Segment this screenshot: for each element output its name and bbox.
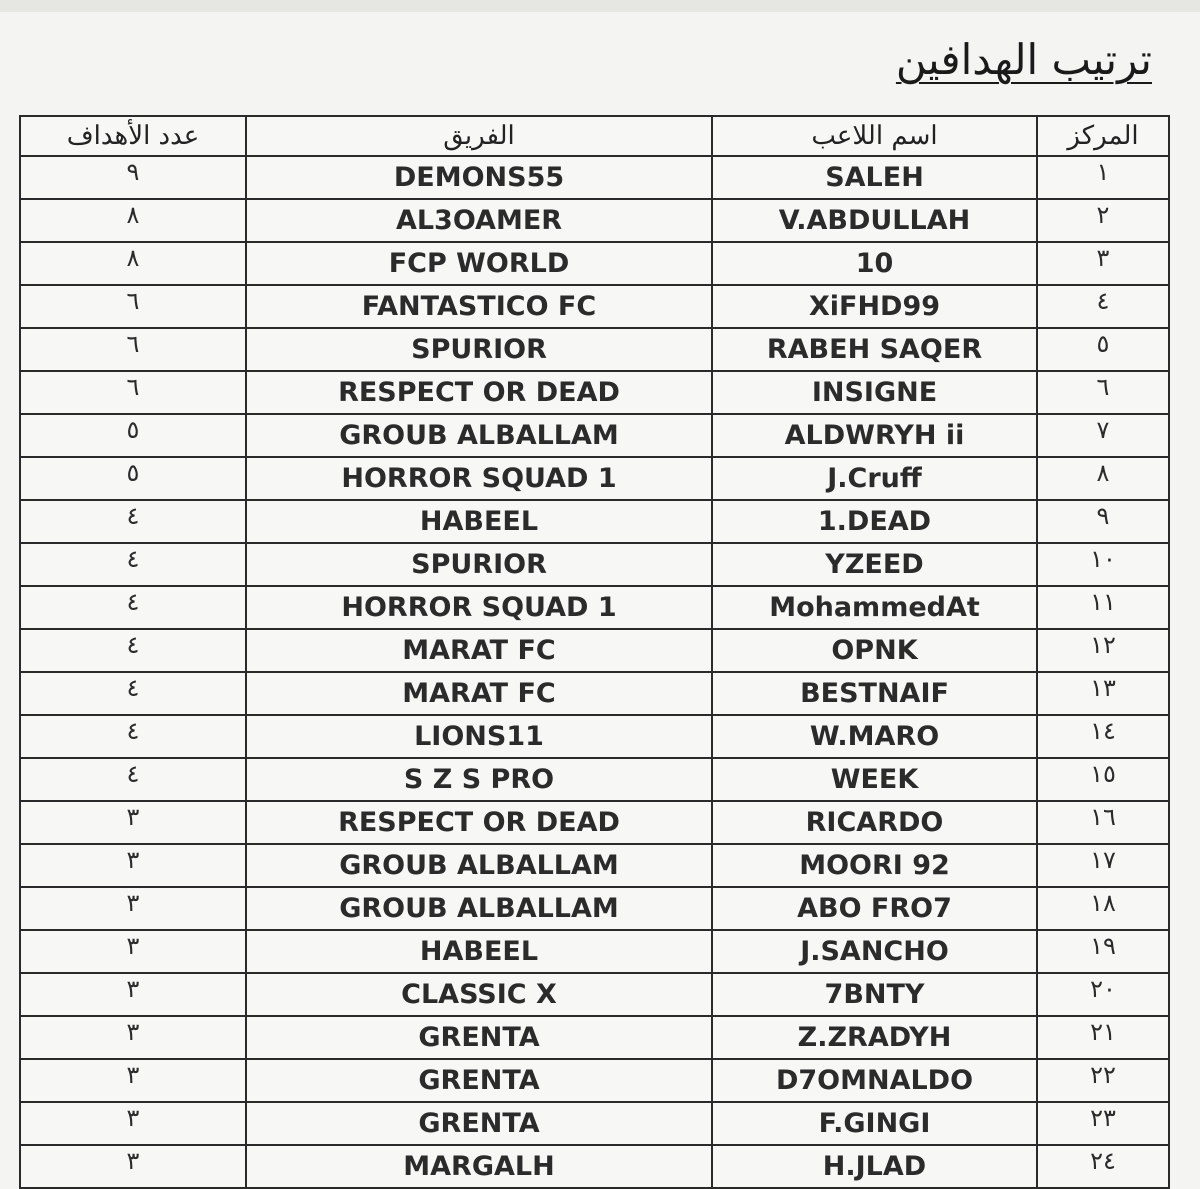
table-row xyxy=(20,973,1169,1016)
table-row xyxy=(20,1059,1169,1102)
rank-cell: ١ xyxy=(1037,156,1169,199)
player-cell: OPNK xyxy=(712,629,1037,672)
rank-cell: ١٠ xyxy=(1037,543,1169,586)
player-cell: 7BNTY xyxy=(712,973,1037,1016)
table-row xyxy=(20,1016,1169,1059)
goals-cell: ٦ xyxy=(20,371,246,414)
team-cell: GROUB ALBALLAM xyxy=(246,844,712,887)
team-cell: SPURIOR xyxy=(246,543,712,586)
player-cell: MOORI 92 xyxy=(712,844,1037,887)
table-row xyxy=(20,156,1169,199)
goals-cell: ٣ xyxy=(20,801,246,844)
player-cell: XiFHD99 xyxy=(712,285,1037,328)
team-cell: SPURIOR xyxy=(246,328,712,371)
player-cell: F.GINGI xyxy=(712,1102,1037,1145)
goals-cell: ٦ xyxy=(20,285,246,328)
top-scorers-table xyxy=(19,115,1170,1189)
team-cell: FANTASTICO FC xyxy=(246,285,712,328)
player-cell: 1.DEAD xyxy=(712,500,1037,543)
team-cell: DEMONS55 xyxy=(246,156,712,199)
rank-cell: ٨ xyxy=(1037,457,1169,500)
rank-cell: ٥ xyxy=(1037,328,1169,371)
player-cell: INSIGNE xyxy=(712,371,1037,414)
team-cell: GRENTA xyxy=(246,1102,712,1145)
goals-cell: ٩ xyxy=(20,156,246,199)
goals-cell: ٤ xyxy=(20,758,246,801)
rank-cell: ١٢ xyxy=(1037,629,1169,672)
rank-cell: ٢٠ xyxy=(1037,973,1169,1016)
rank-cell: ٣ xyxy=(1037,242,1169,285)
team-cell: RESPECT OR DEAD xyxy=(246,801,712,844)
team-cell: HABEEL xyxy=(246,930,712,973)
header-goals: عدد الأهداف xyxy=(20,116,246,156)
goals-cell: ٤ xyxy=(20,715,246,758)
goals-cell: ٣ xyxy=(20,973,246,1016)
player-cell: RABEH SAQER xyxy=(712,328,1037,371)
team-cell: GROUB ALBALLAM xyxy=(246,414,712,457)
goals-cell: ٦ xyxy=(20,328,246,371)
table-body xyxy=(20,156,1169,1188)
player-cell: W.MARO xyxy=(712,715,1037,758)
page-title: ترتيب الهدافين xyxy=(895,35,1152,84)
player-cell: Z.ZRADYH xyxy=(712,1016,1037,1059)
player-cell: MohammedAt xyxy=(712,586,1037,629)
player-cell: RICARDO xyxy=(712,801,1037,844)
rank-cell: ١٣ xyxy=(1037,672,1169,715)
table-row xyxy=(20,328,1169,371)
rank-cell: ٢٣ xyxy=(1037,1102,1169,1145)
player-cell: SALEH xyxy=(712,156,1037,199)
table-row xyxy=(20,629,1169,672)
goals-cell: ٤ xyxy=(20,586,246,629)
player-cell: 10 xyxy=(712,242,1037,285)
table-row xyxy=(20,930,1169,973)
team-cell: AL3OAMER xyxy=(246,199,712,242)
table-header-row xyxy=(20,116,1169,156)
team-cell: HORROR SQUAD 1 xyxy=(246,586,712,629)
header-team: الفريق xyxy=(246,116,712,156)
rank-cell: ١٧ xyxy=(1037,844,1169,887)
goals-cell: ٤ xyxy=(20,543,246,586)
table-row xyxy=(20,414,1169,457)
goals-cell: ٣ xyxy=(20,844,246,887)
top-band xyxy=(0,0,1200,12)
goals-cell: ٨ xyxy=(20,199,246,242)
rank-cell: ١٥ xyxy=(1037,758,1169,801)
rank-cell: ٢ xyxy=(1037,199,1169,242)
table-row xyxy=(20,457,1169,500)
team-cell: HABEEL xyxy=(246,500,712,543)
player-cell: V.ABDULLAH xyxy=(712,199,1037,242)
table-row xyxy=(20,586,1169,629)
rank-cell: ١٦ xyxy=(1037,801,1169,844)
player-cell: H.JLAD xyxy=(712,1145,1037,1188)
table-row xyxy=(20,285,1169,328)
goals-cell: ٤ xyxy=(20,672,246,715)
player-cell: WEEK xyxy=(712,758,1037,801)
team-cell: MARGALH xyxy=(246,1145,712,1188)
player-cell: ALDWRYH ii xyxy=(712,414,1037,457)
rank-cell: ٧ xyxy=(1037,414,1169,457)
rank-cell: ٦ xyxy=(1037,371,1169,414)
goals-cell: ٣ xyxy=(20,1102,246,1145)
team-cell: LIONS11 xyxy=(246,715,712,758)
header-rank: المركز xyxy=(1037,116,1169,156)
rank-cell: ١٤ xyxy=(1037,715,1169,758)
goals-cell: ٥ xyxy=(20,457,246,500)
player-cell: ABO FRO7 xyxy=(712,887,1037,930)
goals-cell: ٣ xyxy=(20,1145,246,1188)
team-cell: FCP WORLD xyxy=(246,242,712,285)
goals-cell: ٣ xyxy=(20,887,246,930)
table-row xyxy=(20,371,1169,414)
player-cell: J.SANCHO xyxy=(712,930,1037,973)
goals-cell: ٣ xyxy=(20,1016,246,1059)
table-row xyxy=(20,1145,1169,1188)
team-cell: RESPECT OR DEAD xyxy=(246,371,712,414)
table-row xyxy=(20,715,1169,758)
goals-cell: ٤ xyxy=(20,629,246,672)
table-row xyxy=(20,844,1169,887)
goals-cell: ٣ xyxy=(20,930,246,973)
player-cell: YZEED xyxy=(712,543,1037,586)
table-row xyxy=(20,758,1169,801)
rank-cell: ١٩ xyxy=(1037,930,1169,973)
player-cell: BESTNAIF xyxy=(712,672,1037,715)
table-row xyxy=(20,887,1169,930)
table-row xyxy=(20,1102,1169,1145)
rank-cell: ١٨ xyxy=(1037,887,1169,930)
table-row xyxy=(20,500,1169,543)
team-cell: MARAT FC xyxy=(246,629,712,672)
goals-cell: ٥ xyxy=(20,414,246,457)
player-cell: D7OMNALDO xyxy=(712,1059,1037,1102)
goals-cell: ٤ xyxy=(20,500,246,543)
player-cell: J.Cruff xyxy=(712,457,1037,500)
team-cell: HORROR SQUAD 1 xyxy=(246,457,712,500)
team-cell: S Z S PRO xyxy=(246,758,712,801)
rank-cell: ٢٤ xyxy=(1037,1145,1169,1188)
rank-cell: ٤ xyxy=(1037,285,1169,328)
goals-cell: ٨ xyxy=(20,242,246,285)
rank-cell: ١١ xyxy=(1037,586,1169,629)
rank-cell: ٩ xyxy=(1037,500,1169,543)
table-row xyxy=(20,199,1169,242)
rank-cell: ٢٢ xyxy=(1037,1059,1169,1102)
header-player: اسم اللاعب xyxy=(712,116,1037,156)
goals-cell: ٣ xyxy=(20,1059,246,1102)
table-row xyxy=(20,242,1169,285)
team-cell: MARAT FC xyxy=(246,672,712,715)
team-cell: GROUB ALBALLAM xyxy=(246,887,712,930)
team-cell: GRENTA xyxy=(246,1016,712,1059)
team-cell: GRENTA xyxy=(246,1059,712,1102)
rank-cell: ٢١ xyxy=(1037,1016,1169,1059)
table-row xyxy=(20,801,1169,844)
table-row xyxy=(20,672,1169,715)
team-cell: CLASSIC X xyxy=(246,973,712,1016)
table-row xyxy=(20,543,1169,586)
